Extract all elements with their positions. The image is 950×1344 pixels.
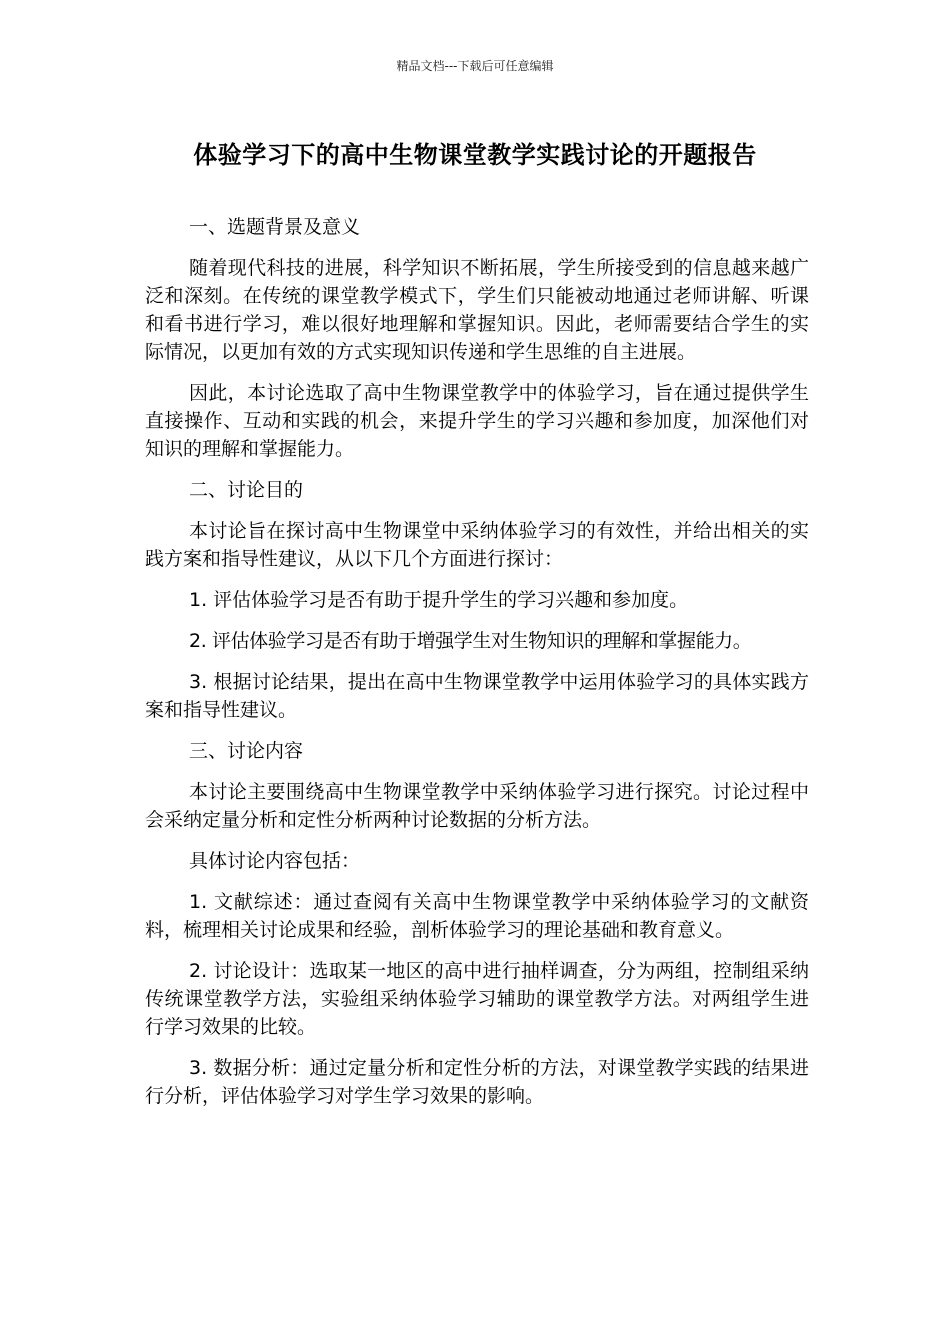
- document-body: [145, 213, 809, 1123]
- purpose-item-1: 1. 评估体验学习是否有助于提升学生的学习兴趣和参加度。: [189, 589, 689, 611]
- paragraph-background-1: 随着现代科技的进展，科学知识不断拓展，学生所接受到的信息越来越广泛和深刻。在传统的课堂教学模式下，学生们只能被动地通过老师讲解、听课和看书进行学习，难以很好地理解和掌握知识。因此，老师需要结合学生的实际情况，以更加有效的方式实现知识传递和学生思维的自主进展。: [145, 257, 809, 363]
- document-title: 体验学习下的高中生物课堂教学实践讨论的开题报告: [193, 141, 757, 169]
- section-heading-background: 一、选题背景及意义: [189, 216, 361, 238]
- paragraph-background-2: 因此，本讨论选取了高中生物课堂教学中的体验学习，旨在通过提供学生直接操作、互动和实践的机会，来提升学生的学习兴趣和参加度，加深他们对知识的理解和掌握能力。: [145, 382, 809, 460]
- header-note: 精品文档---下载后可任意编辑: [396, 59, 554, 73]
- content-item-1: 1. 文献综述：通过查阅有关高中生物课堂教学中采纳体验学习的文献资料，梳理相关讨论成果和经验，剖析体验学习的理论基础和教育意义。: [145, 891, 809, 941]
- purpose-item-2: 2. 评估体验学习是否有助于增强学生对生物知识的理解和掌握能力。: [189, 630, 752, 652]
- section-heading-purpose: 二、讨论目的: [189, 479, 304, 501]
- content-item-3: 3. 数据分析：通过定量分析和定性分析的方法，对课堂教学实践的结果进行分析，评估体验学习对学生学习效果的影响。: [145, 1057, 809, 1107]
- content-item-2: 2. 讨论设计：选取某一地区的高中进行抽样调查，分为两组，控制组采纳传统课堂教学方法，实验组采纳体验学习辅助的课堂教学方法。对两组学生进行学习效果的比较。: [145, 960, 809, 1038]
- paragraph-purpose-intro: 本讨论旨在探讨高中生物课堂中采纳体验学习的有效性，并给出相关的实践方案和指导性建议，从以下几个方面进行探讨：: [145, 520, 809, 570]
- paragraph-content-2: 具体讨论内容包括：: [189, 850, 361, 872]
- paragraph-content-1: 本讨论主要围绕高中生物课堂教学中采纳体验学习进行探究。讨论过程中会采纳定量分析和定性分析两种讨论数据的分析方法。: [145, 781, 809, 831]
- purpose-item-3: 3. 根据讨论结果，提出在高中生物课堂教学中运用体验学习的具体实践方案和指导性建议。: [145, 671, 809, 721]
- section-heading-content: 三、讨论内容: [189, 740, 304, 762]
